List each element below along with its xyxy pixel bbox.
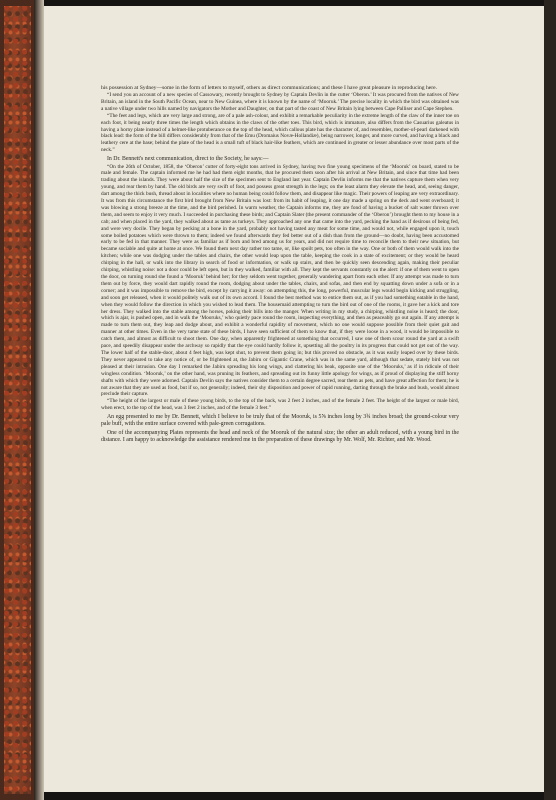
paragraph-plates: One of the accompanying Plates represents the head and neck of the Mooruk of the natural size; the other an adult reduced, with a young bird in the distance. I am happy to acknowledge the assistance rendered me in the preparation of these drawings by Mr. Wolf, Mr. Richter, and Mr. Wood.: [101, 429, 459, 444]
body-text: [101, 85, 459, 444]
paragraph-quote-account: “I send you an account of a new species of Cassowary, recently brought to Sydney by Captain Devlin in the cutter ‘Oberon.’ It was procured from the natives of New Britain, an island in the South Pacific Ocean, near to New Guinea, where it is known by the name of ‘Mooruk.’ The precise locality in which the bird was obtained was a native village under two hills named by navigators the Mother and Daughter, on that part of the coast of New Britain lying between Cape Palliser and Cape Stephen.: [101, 92, 459, 112]
book-cover-edge: [0, 0, 34, 800]
paragraph-quote-oberon: “On the 26th of October, 1858, the ‘Oberon’ cutter of forty-eight tons arrived in Sydney, having two fine young specimens of the ‘Mooruk’ on board, stated to be male and female. The captain informed me he had had them eight months, that he procured them soon after his arrival at New Britain, and since that time had been trading about the islands. They were about half the size of the specimen sent to England last year. Captain Devlin informs me that the natives capture them when very young, and rear them by hand. The old birds are very swift of foot, and possess great strength in the legs; on the least alarm they elevate the head, and, seeing danger, dart among the thick bush, thread about in localities where no human being could follow them, and disappear like magic. Their powers of leaping are very extraordinary. It was from this circumstance the first bird brought from New Britain was lost: from its habit of leaping, it one day made a spring on the deck and went overboard; it was blowing a strong breeze at the time, and the bird perished. In warm weather, the Captain informs me, they are fond of having a bucket of salt water thrown over them, and seem to enjoy it very much. I succeeded in purchasing these birds; and Captain Slater (the present commander of the ‘Oberon’) brought them to my house in a cab; and when placed in the yard, they walked about as tame as turkeys. They approached any one that came into the yard, pecking the hand as if desirous of being fed, and were very docile. They began by pecking at a bone in the yard, probably not having tasted any meat for some time, and would not, while engaged upon it, touch some boiled potatoes which were thrown to them; indeed we found afterwards they fed better out of a dish than from the ground—no doubt, having been accustomed early to be fed in that manner. They were as familiar as if born and bred among us for years, and did not require time to reconcile them to their new situation, but became sociable and quite at home at once. We found them next day rather too tame, or, like spoilt pets, too often in the way. One or both of them would walk into the kitchen; while one was dodging under the tables and chairs, the other would leap upon the table, keeping the cook in a state of excitement; or they would be heard chirping in the hall, or walk into the library in search of food or information, or walk up stairs, and then be quickly seen descending again, making their peculiar chirping, whistling noise: not a door could be left open, but in they walked, familiar with all. They kept the servants constantly on the alert: if one of them went to open the door, on turning round she found a ‘Mooruk’ behind her; for they seldom went together, generally wandering apart from each other. If any attempt was made to turn them out by force, they would dart rapidly round the room, dodging about under the tables, chairs, and sofas, and then end by squatting down under a sofa or in a corner; and it was impossible to remove the bird, except by carrying it away: on attempting this, the long, powerful, muscular legs would begin kicking and struggling, and soon get released, when it would politely walk out of its own accord. I found the best method was to entice them out, as if you had something eatable in the hand, when they would follow the direction in which you wished to lead them. The housemaid attempting to turn the bird out of one of the rooms, it gave her a kick and tore her dress. They walked into the stable among the horses, poking their bills into the manger. When writing in my study, a chirping, whistling noise is heard; the door, which is ajar, is pushed open, and in walk the ‘Mooruks,’ who quietly pace round the room, inspecting everything, and then as peaceably go out again. If any attempt is made to turn them out, they leap and dodge about, and exhibit a wonderful rapidity of movement, which no one would suppose possible from their quiet gait and manner at other times. Even in the very tame state of these birds, I have seen sufficient of them to know that, if they were loose in a wood, it would be impossible to catch them, and almost as difficult to shoot them. One day, when apparently frightened at something that occurred, I saw one of them scour round the yard at a swift pace, and speedily disappear under the archway so rapidly that the eye could hardly follow it, upsetting all the poultry in its progress that could not get out of the way. The lower half of the stable-door, about 4 feet high, was kept shut, to prevent them going in; but this proved no obstacle, as it was easily leaped over by these birds. They never appeared to take any notice of, or be frightened at, the Jabiru or Gigantic Crane, which was in the same yard, although that sedate, stately bird was not pleased at their intrusion. One day I remarked the Jabiru spreading his long wings, and clattering his beak, opposite one of the ‘Mooruks,’ as if in ridicule of their wingless condition. ‘Mooruk,’ on the other hand, was pruning its feathers, and spreading out its funny little apology for wings, as if proud of displaying the stiff horny shafts with which they were adorned. Captain Devlin says the natives consider them to a certain degree sacred, rear them as pets, and have great affection for them; he is not aware that they are used as food, but if so, not generally; indeed, their shy disposition and power of rapid running, darting through the brake and bush, would almost preclude their capture.: [101, 163, 459, 398]
paragraph-egg: An egg presented to me by Dr. Bennett, which I believe to be truly that of the Mooruk, is 5⅝ inches long by 3¾ inches broad; the ground-colour very pale buff, with the entire surface covered with pale-green corrugations.: [101, 414, 459, 428]
paragraph-intro: his possession at Sydney—some in the form of letters to myself, others as direct communications; and these I have great pleasure in reproducing here.: [101, 85, 438, 91]
marbled-board: [4, 6, 31, 794]
paragraph-quote-description: “The feet and legs, which are very large and strong, are of a pale ash-colour, and exhibit a remarkable peculiarity in the extreme length of the claw of the inner toe on each foot, it being nearly three times the length which obtains in the claws of the other toes. This bird, which is immature, also differs from the Casuarius galeatus in having a horny plate instead of a helmet-like protuberance on the top of the head, which callous plate has the character of, and resembles, mother-of-pearl darkened with black lead: the form of the bill differs considerably from that of the Emu (Dromaius Novæ-Hollandiæ), being narrower, longer, and more curved, and having a black and leathery cere at the base; behind the plate of the head is a small tuft of black hair-like feathers, which are continued in greater or lesser abundance over most parts of the neck.”: [101, 112, 459, 154]
paragraph-quote-measurements: “The height of the largest or male of these young birds, to the top of the back, was 2 feet 2 inches, and of the female 2 feet. The height of the largest or male bird, when erect, to the top of the head, was 3 feet 2 inches, and of the female 3 feet.”: [101, 398, 459, 412]
page-gutter: [34, 0, 44, 800]
page-edge-shadow: [544, 0, 556, 800]
paragraph-communication-intro: In Dr. Bennett's next communication, direct to the Society, he says:—: [107, 156, 269, 163]
